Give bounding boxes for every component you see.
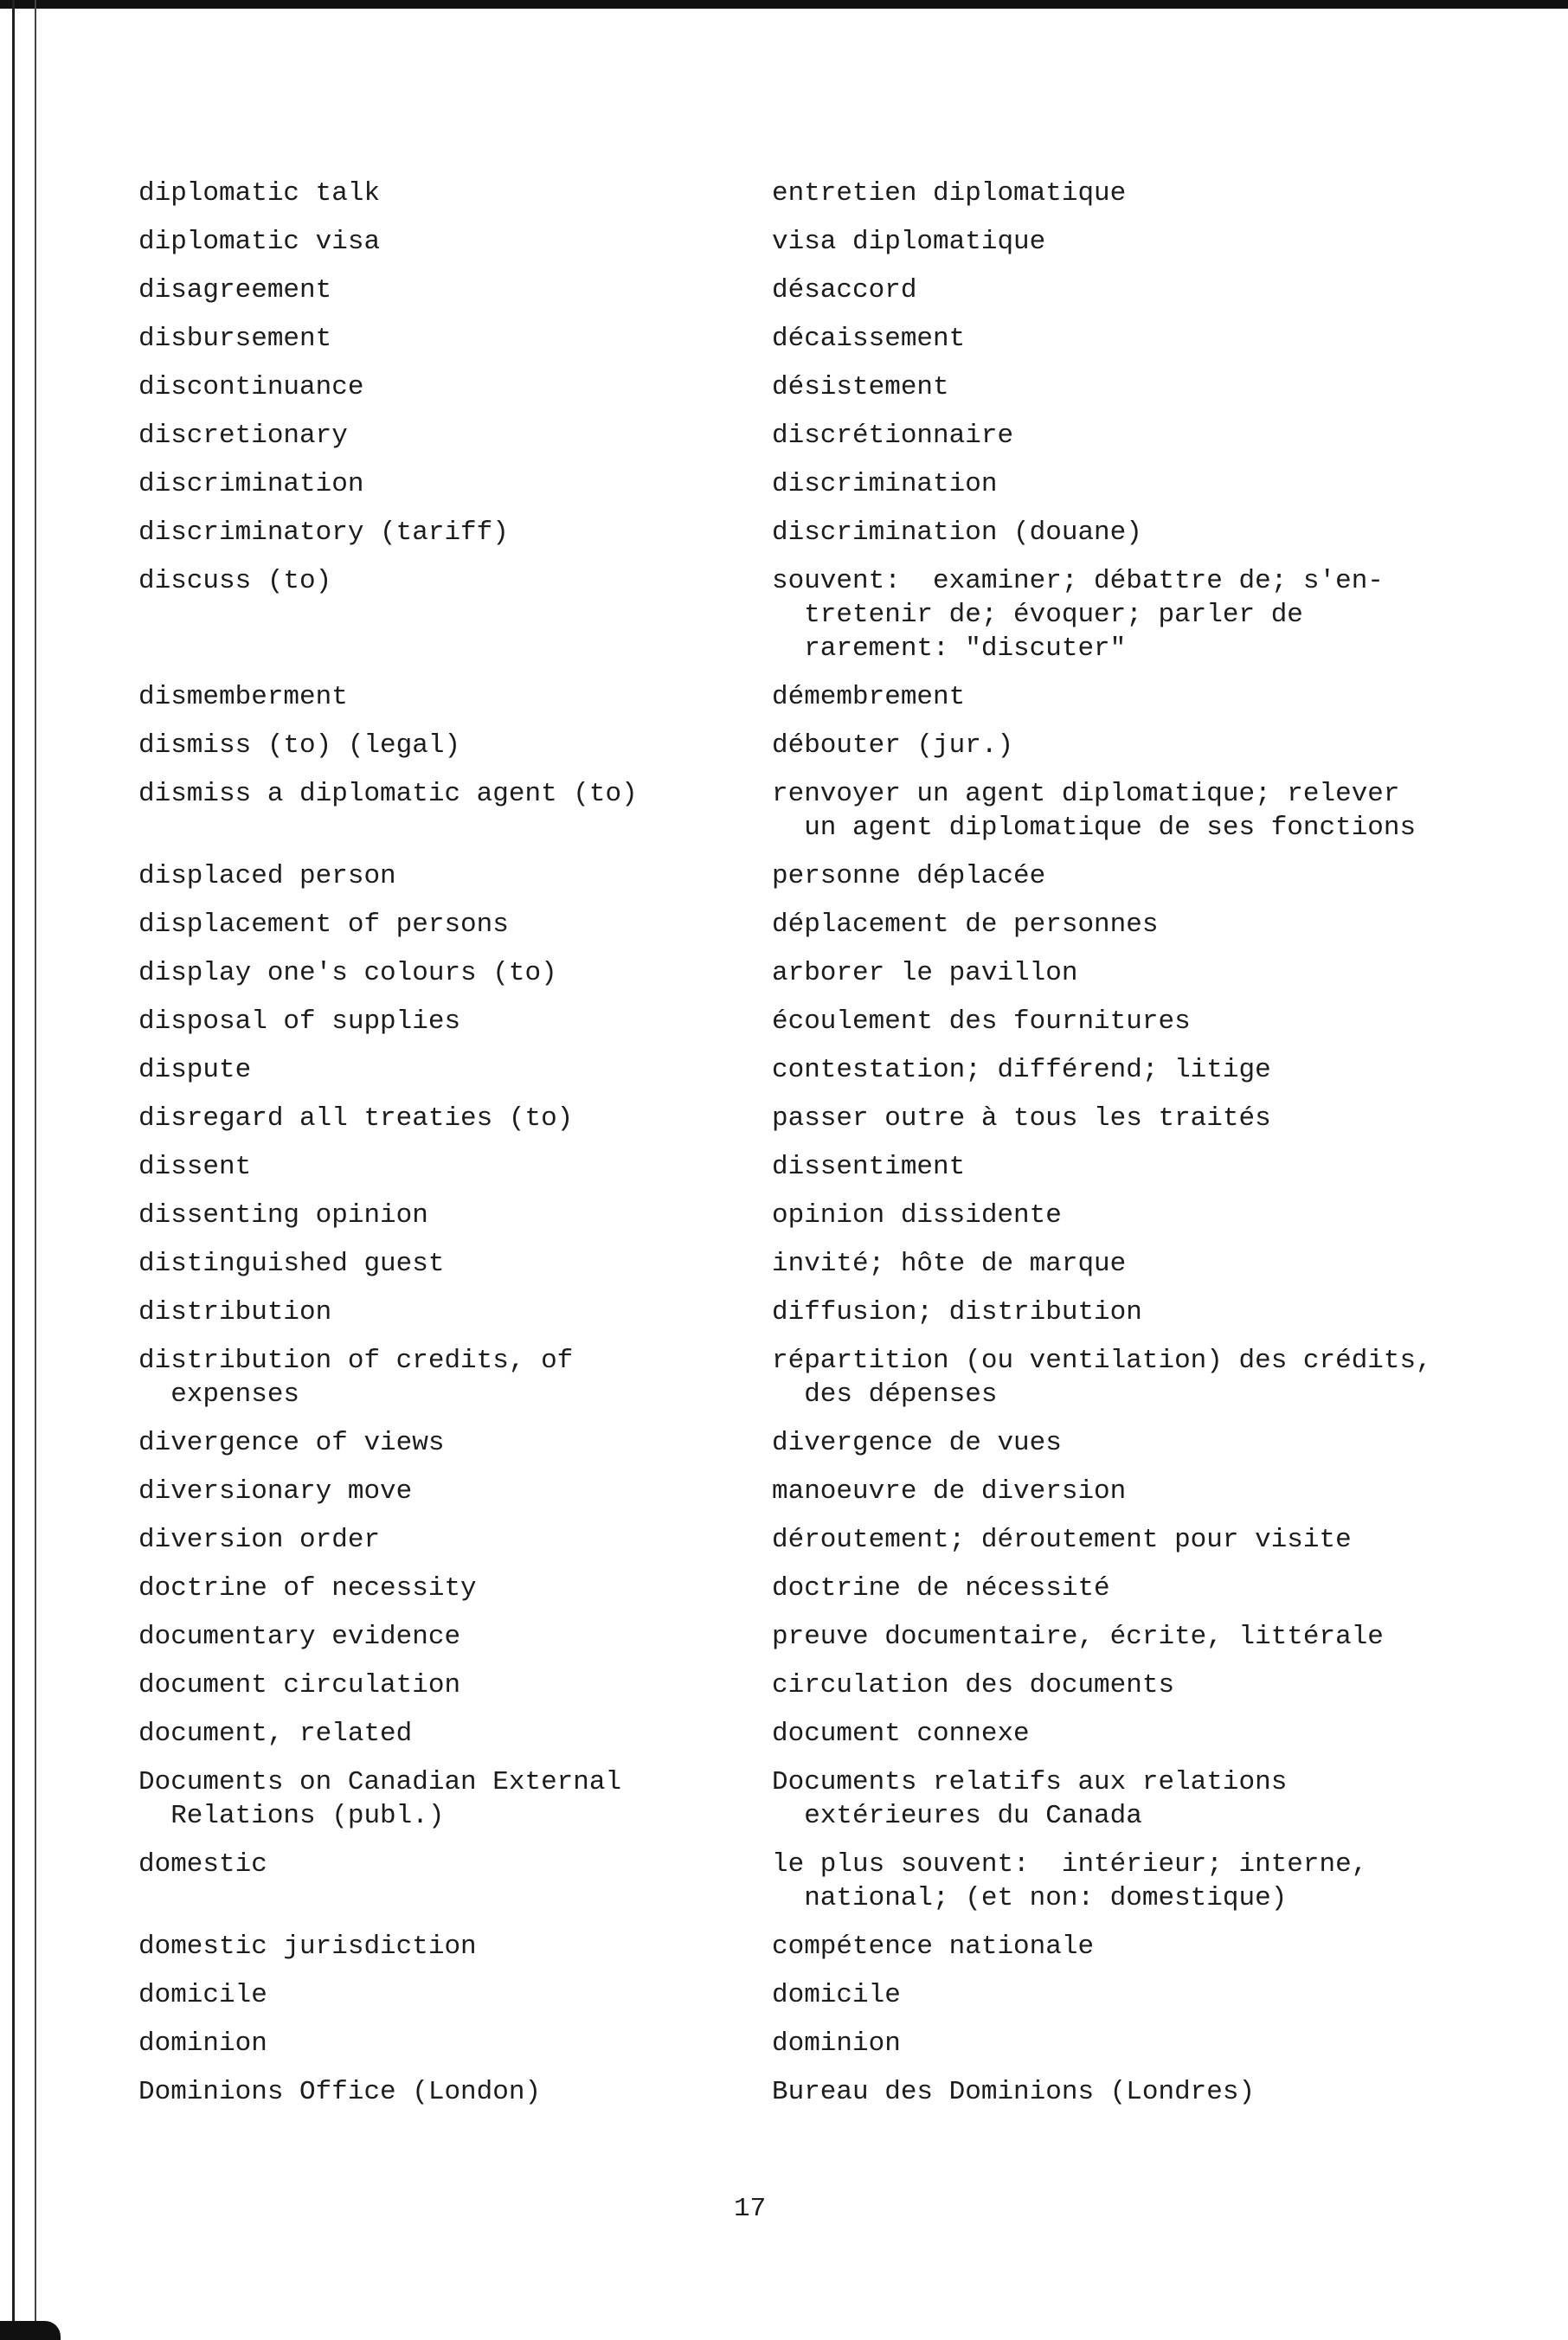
english-term <box>138 859 772 893</box>
term-line: expenses <box>170 1379 300 1410</box>
glossary-entry <box>0 680 1568 729</box>
term-line: distribution <box>138 1297 332 1328</box>
french-translation <box>772 859 1551 893</box>
glossary-entry <box>0 1717 1568 1765</box>
term-line: disbursement <box>138 324 332 354</box>
glossary-entry <box>0 1295 1568 1344</box>
english-term <box>138 729 772 762</box>
glossary-entry <box>0 225 1568 273</box>
translation-line: des dépenses <box>804 1379 998 1410</box>
english-term <box>138 908 772 942</box>
glossary-entry <box>0 1523 1568 1572</box>
glossary-entry <box>0 1765 1568 1848</box>
glossary-entry <box>0 1199 1568 1247</box>
french-translation <box>772 1572 1551 1605</box>
glossary-entry <box>0 1620 1568 1668</box>
glossary-entry <box>0 1344 1568 1426</box>
term-line: divergence of views <box>138 1428 445 1458</box>
translation-line: manoeuvre de diversion <box>772 1476 1127 1507</box>
translation-line: preuve documentaire, écrite, littérale <box>772 1622 1384 1652</box>
translation-line: discrimination <box>772 469 998 499</box>
english-term <box>138 680 772 714</box>
glossary-entry <box>0 777 1568 859</box>
glossary-entry <box>0 467 1568 516</box>
english-term <box>138 2027 772 2060</box>
term-line: Dominions Office (London) <box>138 2077 542 2107</box>
glossary-entry <box>0 322 1568 370</box>
french-translation <box>772 177 1551 210</box>
glossary-entry <box>0 1247 1568 1295</box>
english-term <box>138 1765 772 1833</box>
english-term <box>138 564 772 665</box>
french-translation <box>772 467 1551 501</box>
french-translation <box>772 516 1551 550</box>
english-term <box>138 419 772 453</box>
translation-line: extérieures du Canada <box>804 1801 1142 1831</box>
english-term <box>138 322 772 356</box>
term-line: diplomatic visa <box>138 227 381 257</box>
translation-line: dissentiment <box>772 1152 966 1182</box>
translation-line: renvoyer un agent diplomatique; relever <box>772 779 1400 809</box>
term-line: display one's colours (to) <box>138 958 557 988</box>
glossary-entry <box>0 2075 1568 2124</box>
term-line: disagreement <box>138 275 332 305</box>
english-term <box>138 370 772 404</box>
english-term <box>138 2075 772 2109</box>
term-line: documentary evidence <box>138 1622 461 1652</box>
french-translation <box>772 1848 1551 1915</box>
french-translation <box>772 1053 1551 1087</box>
glossary-entry <box>0 729 1568 777</box>
translation-line: document connexe <box>772 1719 1030 1749</box>
glossary-entry <box>0 956 1568 1005</box>
french-translation <box>772 273 1551 307</box>
french-translation <box>772 908 1551 942</box>
english-term <box>138 1247 772 1281</box>
translation-line: diffusion; distribution <box>772 1297 1142 1328</box>
translation-line: souvent: examiner; débattre de; s'en- <box>772 566 1384 596</box>
english-term <box>138 1668 772 1702</box>
translation-line: déplacement de personnes <box>772 910 1159 940</box>
translation-line: opinion dissidente <box>772 1200 1062 1231</box>
translation-line: passer outre à tous les traités <box>772 1103 1271 1134</box>
french-translation <box>772 1344 1551 1411</box>
term-line: distribution of credits, of <box>138 1346 574 1376</box>
translation-line: compétence nationale <box>772 1932 1095 1962</box>
english-term <box>138 1295 772 1329</box>
term-line: Documents on Canadian External <box>138 1767 622 1797</box>
translation-line: invité; hôte de marque <box>772 1249 1127 1279</box>
english-term <box>138 225 772 259</box>
glossary-entry <box>0 908 1568 956</box>
translation-line: déroutement; déroutement pour visite <box>772 1525 1352 1555</box>
french-translation <box>772 1717 1551 1751</box>
english-term <box>138 1426 772 1460</box>
english-term <box>138 1053 772 1087</box>
translation-line: dominion <box>772 2028 901 2059</box>
translation-line: rarement: "discuter" <box>804 633 1127 664</box>
english-term <box>138 1523 772 1557</box>
term-line: domestic jurisdiction <box>138 1932 477 1962</box>
french-translation <box>772 370 1551 404</box>
translation-line: discrétionnaire <box>772 421 1014 451</box>
term-line: dissenting opinion <box>138 1200 428 1231</box>
glossary-entry <box>0 1475 1568 1523</box>
term-line: document, related <box>138 1719 413 1749</box>
term-line: document circulation <box>138 1670 461 1700</box>
french-translation <box>772 1199 1551 1232</box>
translation-line: débouter (jur.) <box>772 730 1014 761</box>
french-translation <box>772 1247 1551 1281</box>
term-line: domestic <box>138 1849 267 1880</box>
glossary-entry <box>0 1848 1568 1930</box>
translation-line: un agent diplomatique de ses fonctions <box>804 813 1417 843</box>
translation-line: doctrine de nécessité <box>772 1573 1110 1604</box>
english-term <box>138 467 772 501</box>
term-line: Relations (publ.) <box>170 1801 445 1831</box>
french-translation <box>772 1005 1551 1038</box>
english-term <box>138 1848 772 1915</box>
french-translation <box>772 322 1551 356</box>
translation-line: désaccord <box>772 275 917 305</box>
french-translation <box>772 2027 1551 2060</box>
term-line: diplomatic talk <box>138 178 381 209</box>
translation-line: divergence de vues <box>772 1428 1062 1458</box>
translation-line: domicile <box>772 1980 901 2010</box>
translation-line: démembrement <box>772 682 966 712</box>
term-line: disposal of supplies <box>138 1006 461 1037</box>
french-translation <box>772 2075 1551 2109</box>
glossary-entry <box>0 564 1568 680</box>
french-translation <box>772 1150 1551 1184</box>
english-term <box>138 777 772 845</box>
term-line: displaced person <box>138 861 396 891</box>
translation-line: discrimination (douane) <box>772 518 1142 548</box>
glossary-entry <box>0 1978 1568 2027</box>
english-term <box>138 273 772 307</box>
term-line: dismiss a diplomatic agent (to) <box>138 779 638 809</box>
english-term <box>138 1930 772 1964</box>
translation-line: décaissement <box>772 324 966 354</box>
term-line: dominion <box>138 2028 267 2059</box>
term-line: discontinuance <box>138 372 364 402</box>
english-term <box>138 1102 772 1135</box>
term-line: discuss (to) <box>138 566 332 596</box>
english-term <box>138 1005 772 1038</box>
french-translation <box>772 729 1551 762</box>
term-line: displacement of persons <box>138 910 509 940</box>
translation-line: Documents relatifs aux relations <box>772 1767 1288 1797</box>
english-term <box>138 177 772 210</box>
term-line: dispute <box>138 1055 252 1085</box>
glossary-entry <box>0 1102 1568 1150</box>
glossary-entry <box>0 1005 1568 1053</box>
glossary-entry <box>0 1572 1568 1620</box>
scan-corner-mark <box>0 2321 61 2340</box>
glossary-entry <box>0 1053 1568 1102</box>
english-term <box>138 1620 772 1654</box>
english-term <box>138 1572 772 1605</box>
english-term <box>138 1978 772 2012</box>
english-term <box>138 1344 772 1411</box>
french-translation <box>772 777 1551 845</box>
term-line: domicile <box>138 1980 267 2010</box>
glossary-list <box>0 177 1568 2124</box>
translation-line: le plus souvent: intérieur; interne, <box>772 1849 1368 1880</box>
english-term <box>138 516 772 550</box>
term-line: discrimination <box>138 469 364 499</box>
translation-line: tretenir de; évoquer; parler de <box>804 600 1303 630</box>
page-number: 17 <box>734 2194 767 2224</box>
french-translation <box>772 1978 1551 2012</box>
translation-line: visa diplomatique <box>772 227 1046 257</box>
translation-line: entretien diplomatique <box>772 178 1127 209</box>
french-translation <box>772 680 1551 714</box>
term-line: disregard all treaties (to) <box>138 1103 574 1134</box>
term-line: discretionary <box>138 421 348 451</box>
translation-line: national; (et non: domestique) <box>804 1883 1288 1913</box>
translation-line: contestation; différend; litige <box>772 1055 1271 1085</box>
term-line: distinguished guest <box>138 1249 445 1279</box>
glossary-entry <box>0 516 1568 564</box>
french-translation <box>772 419 1551 453</box>
glossary-entry <box>0 1426 1568 1475</box>
french-translation <box>772 956 1551 990</box>
french-translation <box>772 1620 1551 1654</box>
french-translation <box>772 225 1551 259</box>
scan-top-edge <box>0 0 1568 9</box>
english-term <box>138 1199 772 1232</box>
glossary-entry <box>0 273 1568 322</box>
translation-line: arborer le pavillon <box>772 958 1078 988</box>
glossary-entry <box>0 1150 1568 1199</box>
term-line: doctrine of necessity <box>138 1573 477 1604</box>
translation-line: désistement <box>772 372 949 402</box>
english-term <box>138 956 772 990</box>
term-line: diversion order <box>138 1525 381 1555</box>
translation-line: répartition (ou ventilation) des crédits, <box>772 1346 1432 1376</box>
french-translation <box>772 1930 1551 1964</box>
english-term <box>138 1717 772 1751</box>
translation-line: circulation des documents <box>772 1670 1175 1700</box>
glossary-entry <box>0 1930 1568 1978</box>
glossary-entry <box>0 419 1568 467</box>
glossary-entry <box>0 370 1568 419</box>
english-term <box>138 1475 772 1508</box>
term-line: diversionary move <box>138 1476 413 1507</box>
term-line: dissent <box>138 1152 252 1182</box>
glossary-entry <box>0 859 1568 908</box>
french-translation <box>772 1475 1551 1508</box>
french-translation <box>772 1426 1551 1460</box>
glossary-entry <box>0 177 1568 225</box>
glossary-entry <box>0 2027 1568 2075</box>
glossary-entry <box>0 1668 1568 1717</box>
french-translation <box>772 1295 1551 1329</box>
translation-line: personne déplacée <box>772 861 1046 891</box>
translation-line: Bureau des Dominions (Londres) <box>772 2077 1256 2107</box>
french-translation <box>772 1765 1551 1833</box>
french-translation <box>772 564 1551 665</box>
french-translation <box>772 1668 1551 1702</box>
term-line: dismiss (to) (legal) <box>138 730 461 761</box>
term-line: dismemberment <box>138 682 348 712</box>
translation-line: écoulement des fournitures <box>772 1006 1191 1037</box>
term-line: discriminatory (tariff) <box>138 518 509 548</box>
french-translation <box>772 1523 1551 1557</box>
french-translation <box>772 1102 1551 1135</box>
english-term <box>138 1150 772 1184</box>
